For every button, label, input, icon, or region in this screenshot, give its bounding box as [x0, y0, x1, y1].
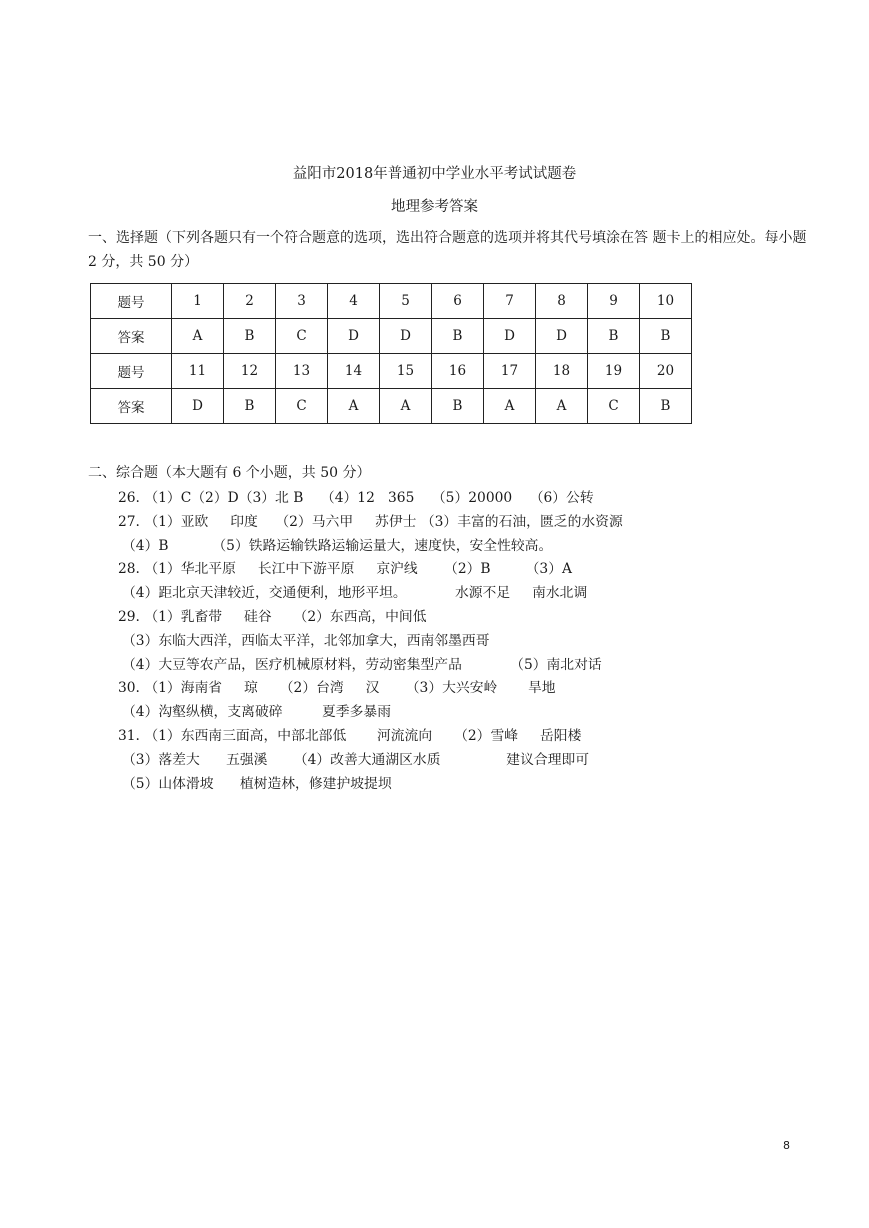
- table-cell: D: [172, 389, 224, 424]
- table-cell: 19: [588, 354, 640, 389]
- table-cell: A: [172, 319, 224, 354]
- answer-line: 29. （1）乳畜带 硅谷 （2）东西高，中间低: [118, 608, 427, 625]
- table-cell: 16: [432, 354, 484, 389]
- answer-line: （4）大豆等农产品，医疗机械原材料，劳动密集型产品 （5）南北对话: [122, 656, 602, 673]
- table-cell: D: [328, 319, 380, 354]
- table-cell: 1: [172, 284, 224, 319]
- answer-line: （4）B （5）铁路运输铁路运输运量大，速度快，安全性较高。: [122, 537, 553, 554]
- table-cell: B: [224, 319, 276, 354]
- table-cell: 10: [640, 284, 692, 319]
- table-cell: 13: [276, 354, 328, 389]
- table-cell: A: [328, 389, 380, 424]
- table-cell: A: [380, 389, 432, 424]
- table-cell: 18: [536, 354, 588, 389]
- table-cell: 14: [328, 354, 380, 389]
- answer-line: 27. （1）亚欧 印度 （2）马六甲 苏伊士 （3）丰富的石油，匮乏的水资源: [118, 513, 623, 530]
- table-cell: 17: [484, 354, 536, 389]
- answer-line: 26. （1）C（2）D（3）北 B （4）12 365 （5）20000 （6）公转: [118, 490, 594, 506]
- answer-line: 30. （1）海南省 琼 （2）台湾 汉 （3）大兴安岭 旱地: [118, 680, 556, 697]
- answer-line: （5）山体滑坡 植树造林，修建护坡提坝: [122, 775, 392, 792]
- table-cell: 12: [224, 354, 276, 389]
- answer-table: [90, 283, 692, 424]
- row-label: 题号: [91, 284, 172, 319]
- exam-title: 益阳市2018年普通初中学业水平考试试题卷: [292, 166, 577, 182]
- table-cell: C: [276, 319, 328, 354]
- table-cell: 8: [536, 284, 588, 319]
- answer-line: （3）落差大 五强溪 （4）改善大通湖区水质 建议合理即可: [122, 751, 590, 768]
- table-cell: B: [640, 389, 692, 424]
- table-cell: B: [640, 319, 692, 354]
- table-cell: D: [536, 319, 588, 354]
- table-cell: B: [588, 319, 640, 354]
- table-row: [91, 319, 692, 354]
- table-row: [91, 389, 692, 424]
- answer-line: （3）东临大西洋，西临太平洋，北邻加拿大，西南邻墨西哥: [122, 632, 490, 649]
- table-cell: 7: [484, 284, 536, 319]
- table-cell: 4: [328, 284, 380, 319]
- section-2-answers: [118, 487, 818, 796]
- table-cell: C: [588, 389, 640, 424]
- row-label: 题号: [91, 354, 172, 389]
- table-cell: 2: [224, 284, 276, 319]
- table-cell: D: [380, 319, 432, 354]
- answer-line: （4）距北京天津较近，交通便利，地形平坦。 水源不足 南水北调: [122, 585, 588, 602]
- table-cell: 15: [380, 354, 432, 389]
- answer-key-subtitle: 地理参考答案: [391, 199, 478, 215]
- table-cell: C: [276, 389, 328, 424]
- table-cell: 20: [640, 354, 692, 389]
- section-1-heading: 一、选择题（下列各题只有一个符合题意的选项，选出符合题意的选项并将其代号填涂在答 题卡上的相应处。每小题 2 分，共 50 分）: [88, 230, 807, 270]
- table-row: [91, 354, 692, 389]
- table-cell: A: [484, 389, 536, 424]
- table-cell: B: [224, 389, 276, 424]
- answer-line: 31. （1）东西南三面高，中部北部低 河流流向 （2）雪峰 岳阳楼: [118, 727, 582, 744]
- table-cell: 6: [432, 284, 484, 319]
- table-row: [91, 284, 692, 319]
- table-cell: 9: [588, 284, 640, 319]
- page-number: 8: [783, 1139, 790, 1152]
- section-2-heading: 二、综合题（本大题有 6 个小题，共 50 分）: [88, 465, 371, 481]
- table-cell: 5: [380, 284, 432, 319]
- table-cell: B: [432, 319, 484, 354]
- answer-line: 28. （1）华北平原 长江中下游平原 京沪线 （2）B （3）A: [118, 561, 572, 578]
- table-cell: B: [432, 389, 484, 424]
- row-label: 答案: [91, 319, 172, 354]
- answer-line: （4）沟壑纵横，支离破碎 夏季多暴雨: [122, 704, 391, 721]
- table-cell: 3: [276, 284, 328, 319]
- table-cell: A: [536, 389, 588, 424]
- table-cell: 11: [172, 354, 224, 389]
- table-cell: D: [484, 319, 536, 354]
- row-label: 答案: [91, 389, 172, 424]
